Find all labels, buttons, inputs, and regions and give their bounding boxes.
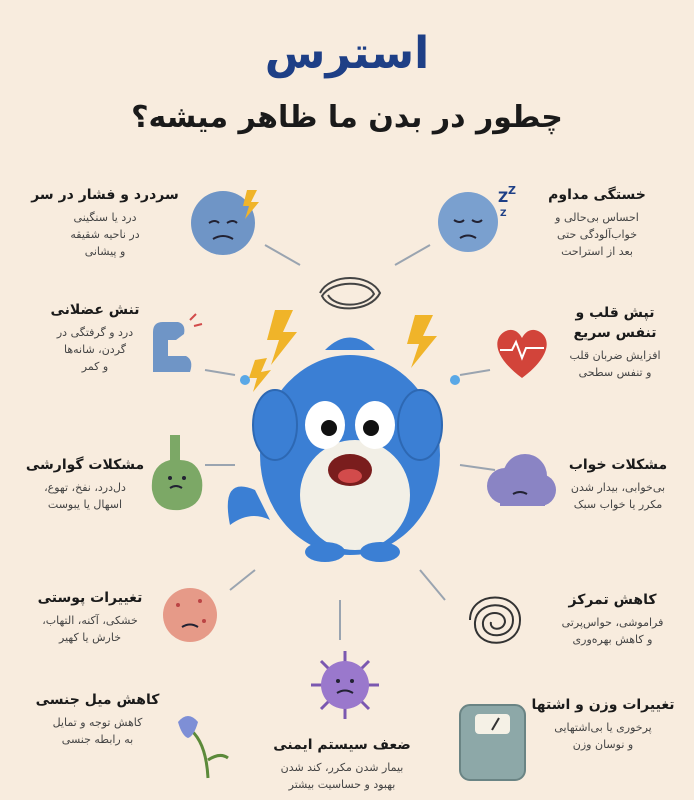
symptom-sleep: [548, 455, 688, 513]
page-title: استرس: [264, 28, 430, 79]
scribble-icon: [455, 580, 535, 660]
stomach-icon: [140, 430, 215, 520]
symptom-weight: [518, 695, 688, 753]
virus-icon: [305, 645, 385, 725]
symptom-digestive: [20, 455, 150, 513]
svg-text:Z: Z: [498, 190, 509, 206]
symptom-desc: دل‌درد، نفخ، تهوع، اسهال یا یبوست: [44, 481, 126, 511]
scale-icon: [455, 700, 530, 785]
symptom-fatigue: [512, 185, 682, 260]
heart-icon: [490, 320, 555, 385]
symptom-desc: بیمار شدن مکرر، کند شدن بهبود و حساسیت بیشتر: [280, 761, 404, 791]
symptom-desc: درد و گرفتگی در گردن، شانه‌ها و کمر: [56, 326, 134, 373]
skin-icon: [160, 585, 220, 645]
symptom-desc: کاهش توجه و تمایل به رابطه جنسی: [52, 716, 143, 746]
symptom-desc: پرخوری یا بی‌اشتهایی و نوسان وزن: [554, 721, 652, 751]
symptom-title: مشکلات گوارشی: [25, 457, 145, 473]
symptom-title: کاهش میل جنسی: [35, 692, 160, 708]
muscle-icon: [138, 312, 208, 387]
symptom-immune: [262, 735, 422, 793]
wilted-flower-icon: [168, 700, 238, 780]
head-icon: [185, 185, 265, 260]
svg-text:Z: Z: [508, 184, 516, 197]
symptom-concentration: [540, 590, 685, 648]
symptom-desc: افزایش ضربان قلب و تنفس سطحی: [569, 349, 661, 379]
symptom-title: مشکلات خواب: [568, 457, 668, 473]
symptom-title: ضعف سیستم ایمنی: [273, 737, 411, 753]
symptom-desc: درد یا سنگینی در ناحیه شقیقه و پیشانی: [70, 211, 140, 258]
symptom-title: خستگی مداوم: [548, 187, 646, 203]
symptom-libido: [20, 690, 175, 748]
symptom-title: تنش عضلانی: [50, 302, 140, 318]
symptom-title: تپش قلب و تنفس سریع: [573, 305, 657, 341]
symptom-skin: [20, 588, 160, 646]
svg-text:Z: Z: [500, 209, 507, 219]
symptom-desc: بی‌خوابی، بیدار شدن مکرر یا خواب سبک: [570, 481, 666, 511]
symptom-title: سردرد و فشار در سر: [31, 187, 179, 203]
cloud-icon: [480, 448, 560, 518]
symptom-title: تغییرات پوستی: [37, 590, 143, 606]
sleepy-face-icon: [430, 180, 525, 255]
symptom-desc: خشکی، آکنه، التهاب، خارش یا کهیر: [42, 614, 138, 644]
symptom-desc: فراموشی، حواس‌پرتی و کاهش بهره‌وری: [561, 616, 664, 646]
symptom-headache: [20, 185, 190, 260]
page-subtitle: چطور در بدن ما ظاهر میشه؟: [131, 100, 563, 135]
symptom-desc: احساس بی‌حالی و خواب‌آلودگی حتی بعد از استراحت: [555, 211, 639, 258]
symptom-title: تغییرات وزن و اشتها: [531, 697, 675, 713]
symptom-title: کاهش تمرکز: [568, 592, 657, 608]
symptom-heart: [540, 303, 690, 381]
